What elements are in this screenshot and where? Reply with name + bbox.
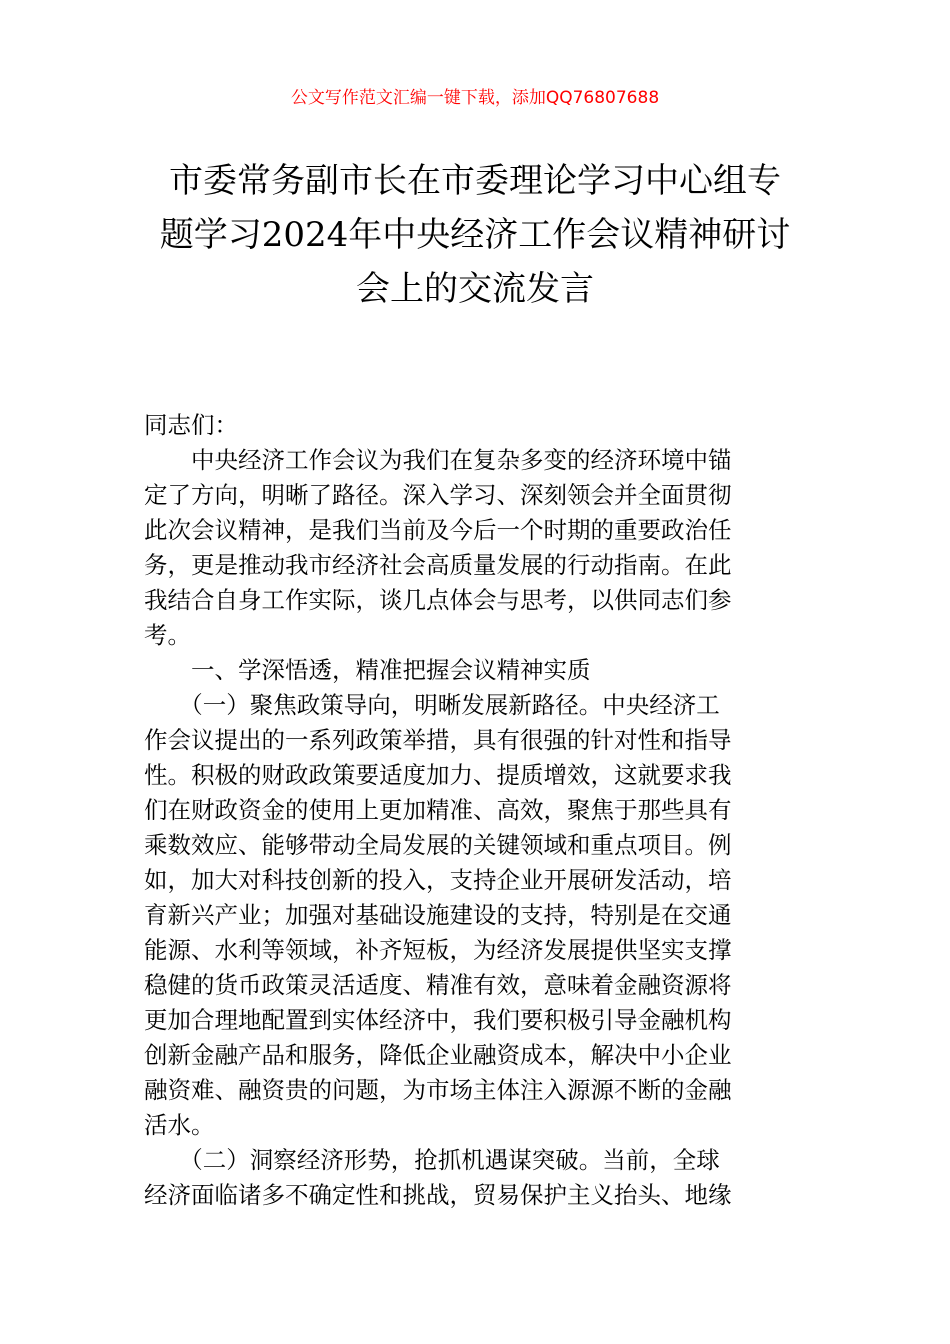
body-line: 创新金融产品和服务，降低企业融资成本，解决中小企业 xyxy=(144,1041,732,1069)
section-heading: 一、学深悟透，精准把握会议精神实质 xyxy=(144,656,591,684)
body-line: 融资难、融资贵的问题，为市场主体注入源源不断的金融 xyxy=(144,1076,732,1104)
body-line: 中央经济工作会议为我们在复杂多变的经济环境中锚 xyxy=(144,446,732,474)
body-line: 定了方向，明晰了路径。深入学习、深刻领会并全面贯彻 xyxy=(144,481,732,509)
title-line: 题学习2024年中央经济工作会议精神研讨 xyxy=(159,215,791,255)
body-line: 此次会议精神，是我们当前及今后一个时期的重要政治任 xyxy=(144,516,732,544)
title-line: 市委常务副市长在市委理论学习中心组专 xyxy=(169,161,781,201)
document-body xyxy=(144,408,810,1213)
body-line: 活水。 xyxy=(144,1111,215,1139)
body-line: （一）聚焦政策导向，明晰发展新路径。中央经济工 xyxy=(144,691,720,719)
salutation: 同志们： xyxy=(144,411,238,439)
body-line: 稳健的货币政策灵活适度、精准有效，意味着金融资源将 xyxy=(144,971,732,999)
body-line: 更加合理地配置到实体经济中，我们要积极引导金融机构 xyxy=(144,1006,732,1034)
body-line: 性。积极的财政政策要适度加力、提质增效，这就要求我 xyxy=(144,761,732,789)
body-line: 如，加大对科技创新的投入，支持企业开展研发活动，培 xyxy=(144,866,732,894)
download-banner: 公文写作范文汇编一键下载，添加QQ76807688 xyxy=(290,88,660,108)
body-line: 经济面临诸多不确定性和挑战，贸易保护主义抬头、地缘 xyxy=(144,1181,732,1209)
title-line: 会上的交流发言 xyxy=(356,269,594,309)
body-line: （二）洞察经济形势，抢抓机遇谋突破。当前，全球 xyxy=(144,1146,720,1174)
body-line: 考。 xyxy=(144,621,191,649)
body-line: 我结合自身工作实际，谈几点体会与思考，以供同志们参 xyxy=(144,586,732,614)
body-line: 作会议提出的一系列政策举措，具有很强的针对性和指导 xyxy=(144,726,732,754)
body-line: 们在财政资金的使用上更加精准、高效，聚焦于那些具有 xyxy=(144,796,732,824)
body-line: 乘数效应、能够带动全局发展的关键领域和重点项目。例 xyxy=(144,831,732,859)
body-line: 务，更是推动我市经济社会高质量发展的行动指南。在此 xyxy=(144,551,732,579)
document-title xyxy=(130,154,820,316)
body-line: 能源、水利等领域，补齐短板，为经济发展提供坚实支撑 xyxy=(144,936,732,964)
body-line: 育新兴产业；加强对基础设施建设的支持，特别是在交通 xyxy=(144,901,732,929)
